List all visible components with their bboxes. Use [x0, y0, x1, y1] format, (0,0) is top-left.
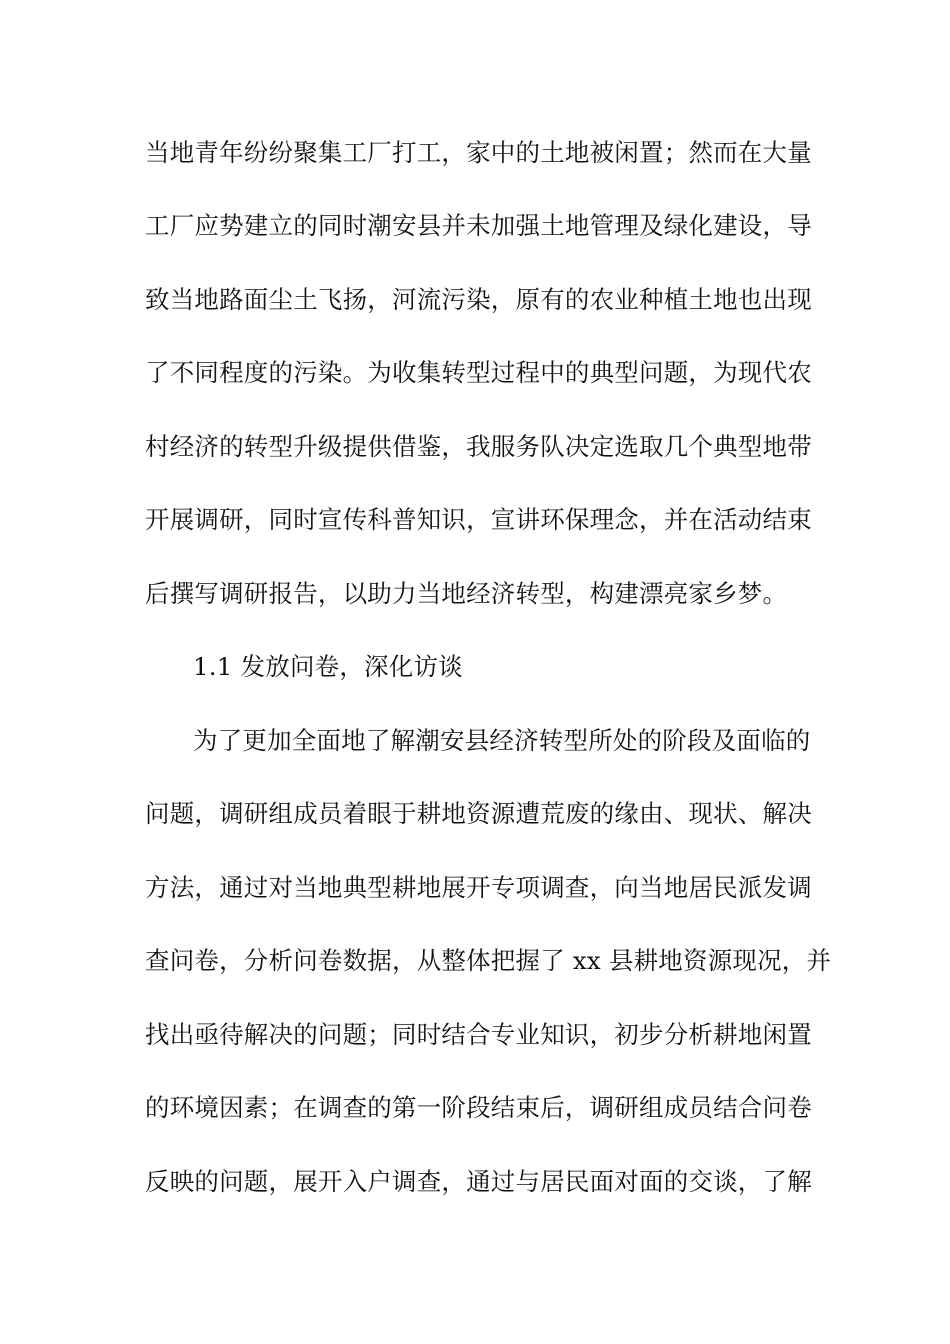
paragraph-line: 问题，调研组成员着眼于耕地资源遭荒废的缘由、现状、解决 [145, 799, 812, 828]
paragraph-line: 后撰写调研报告，以助力当地经济转型，构建漂亮家乡梦。 [145, 579, 788, 608]
paragraph-line: 开展调研，同时宣传科普知识，宣讲环保理念，并在活动结束 [145, 505, 812, 534]
paragraph-line: 查问卷，分析问卷数据，从整体把握了 xx 县耕地资源现况，并 [145, 946, 832, 975]
section-heading: 1.1 发放问卷，深化访谈 [193, 652, 463, 681]
paragraph-line: 找出亟待解决的问题；同时结合专业知识，初步分析耕地闲置 [145, 1020, 812, 1049]
paragraph-line: 村经济的转型升级提供借鉴，我服务队决定选取几个典型地带 [145, 432, 812, 461]
paragraph-line: 当地青年纷纷聚集工厂打工，家中的土地被闲置；然而在大量 [145, 138, 812, 167]
paragraph-line: 的环境因素；在调查的第一阶段结束后，调研组成员结合问卷 [145, 1093, 812, 1122]
paragraph-line: 致当地路面尘土飞扬，河流污染，原有的农业种植土地也出现 [145, 285, 812, 314]
paragraph-line: 了不同程度的污染。为收集转型过程中的典型问题，为现代农 [145, 358, 812, 387]
paragraph-line: 方法，通过对当地典型耕地展开专项调查，向当地居民派发调 [145, 873, 812, 902]
paragraph-line: 工厂应势建立的同时潮安县并未加强土地管理及绿化建设，导 [145, 211, 812, 240]
paragraph-line: 反映的问题，展开入户调查，通过与居民面对面的交谈，了解 [145, 1167, 812, 1196]
paragraph-line: 为了更加全面地了解潮安县经济转型所处的阶段及面临的 [193, 726, 811, 755]
